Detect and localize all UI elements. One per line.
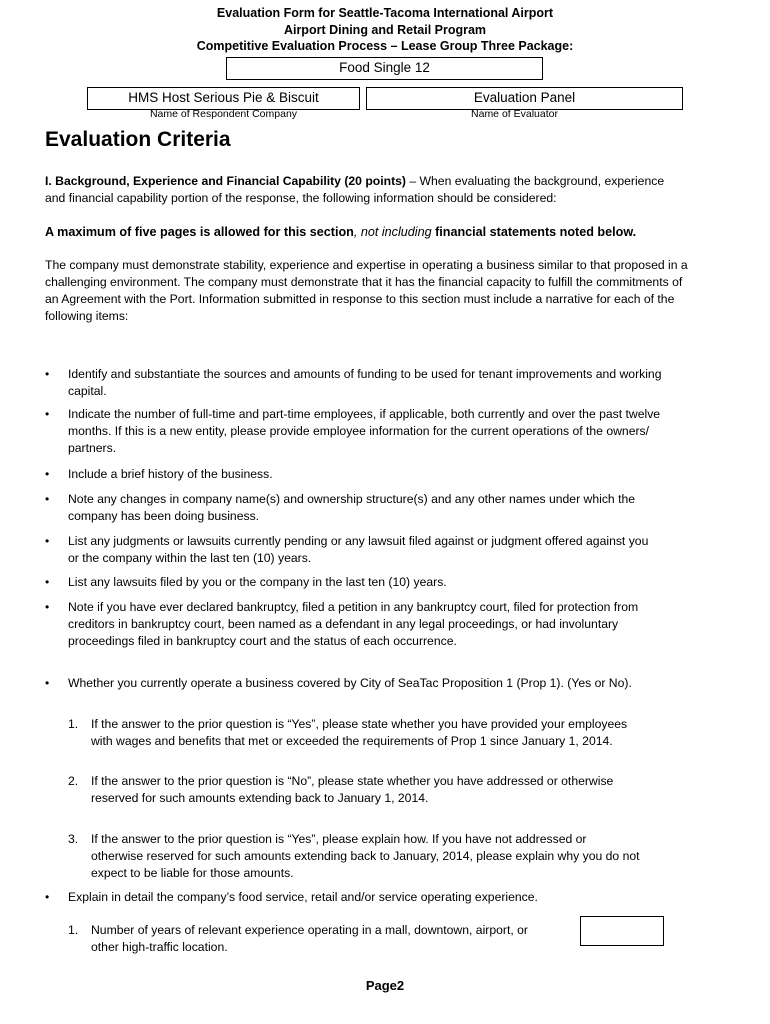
list-item-line: capital.: [68, 384, 107, 398]
list-item-line: Whether you currently operate a business covered by City of SeaTac Proposition 1 (Prop 1). (Yes or No).: [68, 676, 632, 690]
form-title-line-1: Evaluation Form for Seattle-Tacoma International Airport: [216, 6, 554, 20]
list-item-line: with wages and benefits that met or exceeded the requirements of Prop 1 since January 1, 2014.: [91, 734, 613, 748]
prop1-item-yes-explain: [91, 831, 691, 882]
numbered-marker: 3.: [68, 832, 79, 846]
numbered-marker: 1.: [68, 717, 79, 731]
list-item-line: company has been doing business.: [68, 509, 260, 523]
page-limit-italic: , not including: [353, 225, 436, 239]
page-limit-bold-2: financial statements noted below.: [435, 225, 637, 239]
list-item-line: partners.: [68, 441, 117, 455]
list-item-employees: [68, 406, 708, 457]
page-limit-note: [45, 224, 725, 241]
page-number: Page2: [365, 978, 405, 993]
list-item-line: Indicate the number of full-time and part-time employees, if applicable, both currently and over the past twelve: [68, 407, 661, 421]
list-item-line: reserved for such amounts extending back to January 1, 2014.: [91, 791, 429, 805]
intro-line: The company must demonstrate stability, experience and expertise in operating a business similar to that proposed in a: [45, 258, 688, 272]
experience-item-years: [91, 922, 571, 956]
bullet-marker: •: [45, 492, 50, 506]
list-item-line: creditors in bankruptcy court, been named as a defendant in any legal proceedings, or had involuntary: [68, 617, 619, 631]
bullet-marker: •: [45, 534, 50, 548]
form-title-line-3: Competitive Evaluation Process – Lease Group Three Package:: [196, 39, 574, 53]
list-item-line: proceedings filed in bankruptcy court and the status of each occurrence.: [68, 634, 457, 648]
bullet-marker: •: [45, 367, 50, 381]
list-item-line: otherwise reserved for such amounts extending back to January, 2014, please explain why you do not: [91, 849, 640, 863]
list-item-line: If the answer to the prior question is “Yes”, please state whether you have provided your employees: [91, 717, 628, 731]
list-item-lawsuits: [68, 574, 708, 591]
list-item-line: Number of years of relevant experience operating in a mall, downtown, airport, or: [91, 923, 528, 937]
intro-line: challenging environment. The company must demonstrate that it has the financial capacity to fulfill the commitments of: [45, 275, 683, 289]
evaluator-field[interactable]: Evaluation Panel: [366, 87, 683, 110]
list-item-line: other high-traffic location.: [91, 940, 228, 954]
bullet-marker: •: [45, 890, 50, 904]
respondent-company-field[interactable]: HMS Host Serious Pie & Biscuit: [87, 87, 360, 110]
section-1-heading: [45, 173, 725, 207]
bullet-marker: •: [45, 407, 50, 421]
list-item-name-changes: [68, 491, 708, 525]
section-1-heading-bold: I. Background, Experience and Financial Capability (20 points): [45, 174, 406, 188]
list-item-prop1: [68, 675, 708, 692]
section-1-heading-line-2: and financial capability portion of the response, the following information should be considered:: [45, 191, 557, 205]
package-field[interactable]: Food Single 12: [226, 57, 543, 80]
bullet-marker: •: [45, 676, 50, 690]
list-item-bankruptcy: [68, 599, 708, 650]
intro-line: an Agreement with the Port. Information submitted in response to this section must include a narrative for each of the: [45, 292, 675, 306]
numbered-marker: 2.: [68, 774, 79, 788]
numbered-marker: 1.: [68, 923, 79, 937]
section-1-heading-rest: – When evaluating the background, experience: [405, 174, 665, 188]
list-item-funding: [68, 366, 708, 400]
bullet-marker: •: [45, 600, 50, 614]
list-item-line: List any judgments or lawsuits currently pending or any lawsuit filed against or judgment offered against you: [68, 534, 649, 548]
intro-line: following items:: [45, 309, 129, 323]
section-title: Evaluation Criteria: [45, 128, 231, 151]
page-limit-bold-1: A maximum of five pages is allowed for this section: [45, 225, 354, 239]
bullet-marker: •: [45, 467, 50, 481]
list-item-line: If the answer to the prior question is “No”, please state whether you have addressed or otherwise: [91, 774, 614, 788]
list-item-line: Note if you have ever declared bankruptcy, filed a petition in any bankruptcy court, filed for protection from: [68, 600, 639, 614]
prop1-item-no-reserved: [91, 773, 691, 807]
list-item-judgments: [68, 533, 708, 567]
form-title-line-2: Airport Dining and Retail Program: [283, 23, 487, 37]
list-item-line: months. If this is a new entity, please provide employee information for the current operations of the owners/: [68, 424, 650, 438]
list-item-experience: Explain in detail the company’s food service, retail and/or service operating experience.: [68, 890, 538, 904]
bullet-marker: •: [45, 575, 50, 589]
prop1-item-yes-wages: [91, 716, 691, 750]
evaluator-caption: Name of Evaluator: [471, 108, 558, 120]
section-1-intro: [45, 257, 725, 325]
list-item-line: If the answer to the prior question is “Yes”, please explain how. If you have not addressed or: [91, 832, 587, 846]
list-item-line: Note any changes in company name(s) and ownership structure(s) and any other names under which the: [68, 492, 636, 506]
experience-score-box[interactable]: [580, 916, 664, 946]
list-item-line: expect to be liable for those amounts.: [91, 866, 294, 880]
respondent-company-caption: Name of Respondent Company: [149, 108, 298, 120]
list-item-history: [68, 466, 708, 483]
list-item-line: Identify and substantiate the sources and amounts of funding to be used for tenant improvements and working: [68, 367, 662, 381]
list-item-line: Include a brief history of the business.: [68, 467, 273, 481]
list-item-line: List any lawsuits filed by you or the company in the last ten (10) years.: [68, 575, 447, 589]
list-item-line: or the company within the last ten (10) years.: [68, 551, 312, 565]
